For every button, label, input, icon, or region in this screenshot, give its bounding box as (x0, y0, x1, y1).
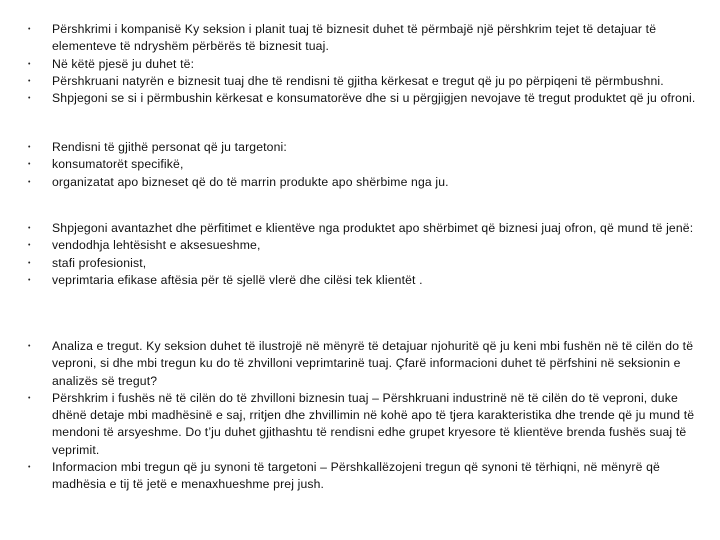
bullet-icon: • (28, 276, 31, 284)
list-item-text: Përshkrimi i kompanisë Ky seksion i planit tuaj të biznesit duhet të përmbajë një përshkrim tejet të detajuar të elementeve të ndryshëm përbërës të biznesit tuaj. (52, 22, 657, 54)
list-item-text: Informacion mbi tregun që ju synoni të targetoni – Përshkallëzojeni tregun që synoni të tërhiqni, në mënyrë që madhësia e tij të jetë e menaxhueshme prej jush. (52, 460, 660, 492)
list-item-text: veprimtaria efikase aftësia për të sjellë vlerë dhe cilësi tek klientët . (52, 272, 423, 287)
list-item-text: Shpjegoni se si i përmbushin kërkesat e konsumatorëve dhe si u përgjigjen nevojave të tregut produktet që ju ofroni. (52, 91, 696, 106)
bullet-icon: • (28, 95, 31, 103)
list-item (0, 139, 720, 156)
bullet-icon: • (28, 464, 31, 472)
list-item-text: organizatat apo bizneset që do të marrin produkte apo shërbime nga ju. (52, 174, 449, 189)
section-target-customers (0, 139, 720, 191)
list-item-text: Rendisni të gjithë personat që ju targetoni: (52, 140, 287, 154)
list-item (0, 174, 720, 191)
list-item-text: Përshkrim i fushës në të cilën do të zhvilloni biznesin tuaj – Përshkruani industrinë në të cilën do të veproni, duke dhënë detaje mbi madhësinë e saj, rritjen dhe zhvillimin në kohë apo të tjera karakteristika dhe trende që ju mund të mendoni të arsyeshme. Do t’ju duhet gjithashtu të rendisni edhe grupet kryesore të klientëve brenda fushës suaj të veprimit. (52, 390, 695, 457)
list-item (0, 220, 720, 237)
list-item-text: Në këtë pjesë ju duhet të: (52, 56, 195, 71)
list-item (0, 73, 720, 90)
bullet-icon: • (28, 394, 31, 402)
list-item (0, 338, 720, 390)
list-item-text: Përshkruani natyrën e biznesit tuaj dhe të rendisni të gjitha kërkesat e tregut që ju po përpiqeni të përmbushni. (52, 73, 664, 88)
bullet-icon: • (28, 225, 31, 232)
list-item (0, 237, 720, 254)
list-item-text: vendodhja lehtësisht e aksesueshme, (52, 238, 261, 253)
bullet-icon: • (28, 259, 31, 267)
list-item-text: stafi profesionist, (52, 255, 147, 270)
list-item (0, 156, 720, 173)
bullet-icon: • (28, 161, 31, 169)
list-item-text: konsumatorët specifikë, (52, 157, 184, 172)
list-item (0, 390, 720, 459)
bullet-icon: • (28, 178, 31, 186)
bullet-icon: • (28, 26, 31, 33)
list-item (0, 56, 720, 73)
bullet-icon: • (28, 60, 31, 68)
section-company-description (0, 21, 720, 107)
bullet-icon: • (28, 144, 31, 151)
bullet-icon: • (28, 343, 31, 350)
list-item-text: Shpjegoni avantazhet dhe përfitimet e klientëve nga produktet apo shërbimet që biznesi juaj ofron, që mund të jenë: (52, 221, 694, 235)
list-item (0, 459, 720, 494)
list-item (0, 272, 720, 289)
bullet-icon: • (28, 242, 31, 250)
bullet-icon: • (28, 77, 31, 85)
list-item (0, 21, 720, 56)
list-item-text: Analiza e tregut. Ky seksion duhet të ilustrojë në mënyrë të detajuar njohuritë që ju keni mbi fushën në të cilën do të veproni, si dhe mbi tregun ku do të zhvilloni veprimtarinë tuaj. Çfarë informacioni duhet të përfshini në seksionin e analizës së tregut? (52, 339, 694, 388)
list-item (0, 255, 720, 272)
section-market-analysis (0, 338, 720, 494)
section-advantages (0, 220, 720, 289)
list-item (0, 90, 720, 107)
